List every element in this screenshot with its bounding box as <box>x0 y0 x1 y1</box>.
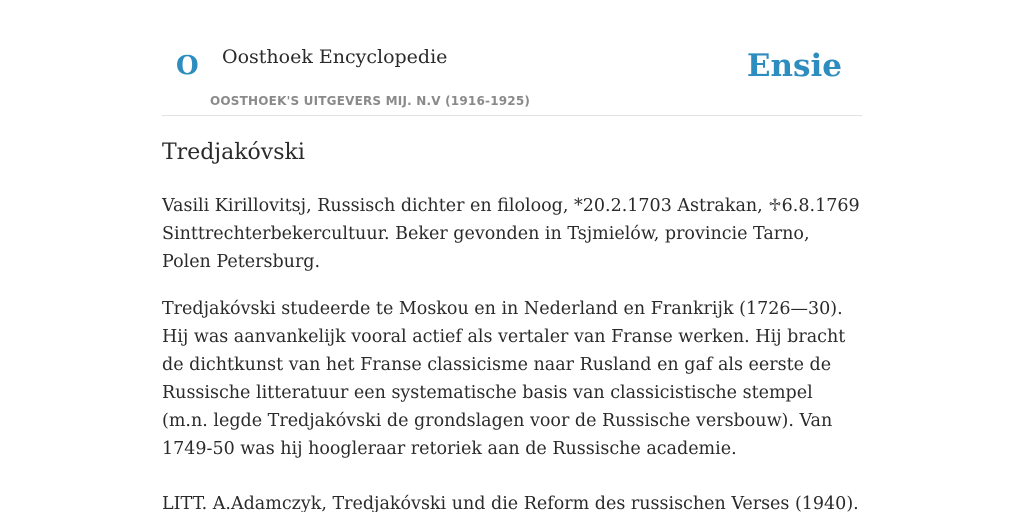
book-title[interactable]: Oosthoek Encyclopedie <box>222 46 448 68</box>
site-logo[interactable]: Ensie <box>746 48 842 84</box>
publisher-label: OOSTHOEK'S UITGEVERS MIJ. N.V (1916-1925) <box>210 94 531 108</box>
page <box>162 0 862 512</box>
entry-paragraph: Vasili Kirillovitsj, Russisch dichter en filoloog, *20.2.1703 Astrakan, ♱6.8.1769 Sinttrechterbekercultuur. Beker gevonden in Tsjmielów, provincie Tarno, Polen Petersburg. <box>162 196 860 272</box>
entry-title: Tredjakóvski <box>162 140 305 165</box>
book-logo-icon[interactable]: O <box>176 51 199 81</box>
literature-reference: LITT. A.Adamczyk, Tredjakóvski und die Reform des russischen Verses (1940). <box>162 494 859 512</box>
header <box>162 0 862 116</box>
entry-paragraph: Tredjakóvski studeerde te Moskou en in Nederland en Frankrijk (1726—30). Hij was aanvankelijk vooral actief als vertaler van Franse werken. Hij bracht de dichtkunst van het Franse classicisme naar Rusland en gaf als eerste de Russische litteratuur een systematische basis van classicistische stempel (m.n. legde Tredjakóvski de grondslagen voor de Russische versbouw). Van 1749-50 was hij hoogleraar retoriek aan de Russische academie. <box>162 299 846 459</box>
